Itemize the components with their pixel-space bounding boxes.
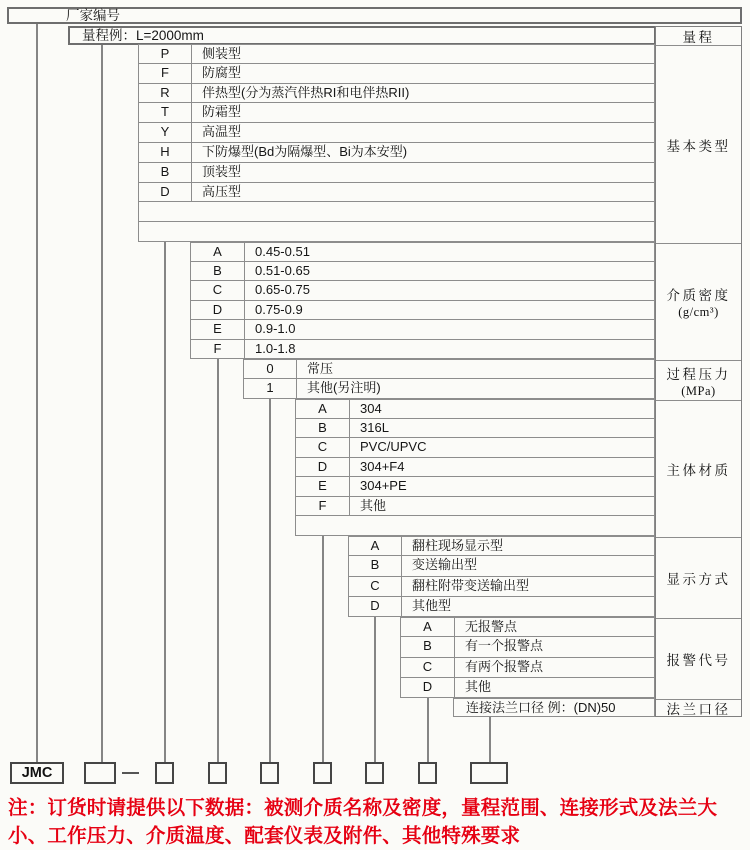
row-code: T (139, 103, 192, 122)
row-desc: 1.0-1.8 (255, 340, 296, 356)
table-row-body-material-E (295, 477, 655, 497)
row-code: P (139, 45, 192, 63)
table-row-body-material-D (295, 458, 655, 478)
row-code: F (296, 497, 350, 516)
section-label-process-pressure (656, 360, 741, 400)
section-label-medium-density (656, 243, 741, 360)
ordering-note: 注：订货时请提供以下数据：被测介质名称及密度，量程范围、连接形式及法兰大小、工作压力、介质温度、配套仪表及附件、其他特殊要求 (8, 797, 718, 847)
code-box-alarm-code (418, 762, 437, 784)
table-row-alarm-code-C (400, 658, 655, 678)
row-desc: 翻柱现场显示型 (412, 538, 504, 553)
row-desc: 连接法兰口径 例：(DN)50 (466, 700, 616, 715)
table-row-display-mode-A (348, 536, 655, 556)
leader-line-flange-size (489, 717, 491, 763)
row-desc: 有两个报警点 (465, 658, 544, 674)
row-code: B (401, 637, 455, 656)
leader-line-alarm-code (427, 698, 429, 763)
row-code: Y (139, 123, 192, 142)
row-code: B (139, 163, 192, 182)
row-desc: 高温型 (202, 124, 242, 140)
row-code: E (296, 477, 350, 496)
code-box-body-material (313, 762, 332, 784)
row-code: C (296, 438, 350, 457)
row-code: B (349, 556, 402, 575)
row-code: D (401, 678, 455, 697)
row-code: A (296, 400, 350, 418)
row-desc: 高压型 (202, 183, 242, 199)
row-desc: 防腐型 (202, 64, 242, 80)
row-code: F (139, 64, 192, 83)
table-row-body-material-F (295, 497, 655, 517)
row-code: B (296, 419, 350, 438)
row-code: D (139, 183, 192, 202)
section-label-basic-type (656, 45, 741, 243)
section-label-text: 基本类型 (666, 138, 731, 154)
section-label-unit: (MPa) (681, 383, 716, 398)
table-row-process-pressure-1 (243, 379, 655, 399)
table-row-basic-type-P (138, 44, 655, 64)
table-row-medium-density-C (190, 281, 655, 301)
row-code: B (191, 262, 245, 281)
row-code: C (401, 658, 455, 677)
code-box-process-pressure (260, 762, 279, 784)
code-box-display-mode (365, 762, 384, 784)
table-row-basic-type-Y (138, 123, 655, 143)
model-prefix-box: JMC (10, 762, 64, 784)
separator-dash (122, 772, 139, 774)
row-desc: 伴热型(分为蒸汽伴热RI和电伴热RII) (202, 84, 410, 100)
row-desc: 变送输出型 (412, 557, 478, 573)
code-box-range (84, 762, 116, 784)
section-label-text: 报警代号 (666, 653, 731, 668)
row-desc: 翻柱附带变送输出型 (412, 577, 530, 593)
leader-line-basic-type (164, 242, 166, 763)
row-desc: 316L (360, 419, 389, 435)
row-desc: 0.45-0.51 (255, 244, 310, 259)
leader-line-medium-density (217, 359, 219, 763)
row-desc: 无报警点 (465, 619, 518, 634)
row-desc: PVC/UPVC (360, 439, 427, 455)
table-row-process-pressure-0 (243, 359, 655, 379)
section-label-text: 显示方式 (666, 572, 731, 587)
row-desc: 常压 (307, 361, 334, 376)
table-row-basic-type-F (138, 64, 655, 84)
table-row-basic-type-B (138, 163, 655, 183)
row-desc: 304 (360, 401, 382, 416)
row-code: C (349, 577, 402, 596)
row-code: D (349, 597, 402, 616)
row-desc (296, 516, 654, 535)
table-row-medium-density-A (190, 242, 655, 262)
category-label-column (655, 26, 742, 717)
row-code: 0 (244, 360, 297, 378)
table-row-flange-size (453, 698, 655, 717)
table-row-basic-type-R (138, 84, 655, 104)
table-row-basic-type (138, 202, 655, 222)
row-desc: 防霜型 (202, 104, 242, 120)
row-desc: 下防爆型(Bd为隔爆型、Bi为本安型) (202, 144, 408, 159)
row-desc: 其他型 (412, 597, 452, 613)
section-label-unit: (g/cm³) (678, 305, 719, 319)
table-row-alarm-code-A (400, 617, 655, 637)
row-code: F (191, 340, 245, 359)
row-desc (139, 222, 654, 241)
row-desc: 有一个报警点 (465, 638, 544, 654)
section-label-text: 过程压力 (666, 366, 731, 382)
row-code: R (139, 84, 192, 103)
section-label-text: 主体材质 (666, 463, 731, 478)
row-desc: 0.9-1.0 (255, 321, 296, 336)
section-label-alarm-code (656, 618, 741, 699)
code-box-flange-size (470, 762, 508, 784)
table-row-medium-density-F (190, 340, 655, 360)
section-label-text: 介质密度 (666, 288, 731, 303)
row-desc: 其他 (465, 678, 492, 694)
row-desc: 0.65-0.75 (255, 282, 310, 297)
table-row-medium-density-B (190, 262, 655, 282)
row-desc: 顶装型 (202, 163, 242, 179)
row-code: D (296, 458, 350, 477)
leader-line-range (101, 45, 103, 763)
row-desc: 侧装型 (202, 46, 242, 61)
table-row-basic-type-D (138, 183, 655, 203)
row-code: C (191, 281, 245, 300)
table-row-body-material-B (295, 419, 655, 439)
code-box-basic-type (155, 762, 174, 784)
row-code: D (191, 301, 245, 320)
row-code: A (191, 243, 245, 261)
section-label-text: 法兰口径 (666, 701, 731, 717)
table-row-basic-type-H (138, 143, 655, 163)
table-row-display-mode-C (348, 577, 655, 597)
range-example-row: 量程例：L=2000mm (68, 26, 656, 45)
table-row-body-material-A (295, 399, 655, 419)
code-box-medium-density (208, 762, 227, 784)
table-row-body-material-C (295, 438, 655, 458)
row-desc: 0.75-0.9 (255, 301, 303, 317)
table-row-medium-density-D (190, 301, 655, 321)
row-desc: 0.51-0.65 (255, 262, 310, 278)
leader-line-display-mode (374, 617, 376, 763)
row-code: A (349, 537, 402, 555)
row-desc: 304+F4 (360, 458, 405, 474)
section-label-body-material (656, 400, 741, 537)
table-row-alarm-code-D (400, 678, 655, 698)
table-row-basic-type-T (138, 103, 655, 123)
row-desc: 其他(另注明) (307, 380, 381, 395)
section-label-text: 量程 (682, 30, 715, 45)
table-row-display-mode-B (348, 556, 655, 576)
table-row-alarm-code-B (400, 637, 655, 657)
row-desc: 304+PE (360, 478, 407, 494)
section-label-display-mode (656, 537, 741, 618)
section-label-range (656, 27, 741, 45)
table-row-display-mode-D (348, 597, 655, 617)
leader-line-body-material (322, 536, 324, 763)
row-desc: 其他 (360, 497, 387, 513)
row-code: E (191, 320, 245, 339)
section-label-flange-size (656, 699, 741, 715)
row-code: 1 (244, 379, 297, 398)
leader-line-maker (36, 24, 38, 763)
manufacturer-number-row: 厂家编号 (7, 7, 742, 24)
table-row-medium-density-E (190, 320, 655, 340)
table-row-body-material (295, 516, 655, 536)
leader-line-process-pressure (269, 399, 271, 763)
row-code: A (401, 618, 455, 636)
row-code: H (139, 143, 192, 162)
row-desc (139, 202, 654, 221)
table-row-basic-type (138, 222, 655, 242)
